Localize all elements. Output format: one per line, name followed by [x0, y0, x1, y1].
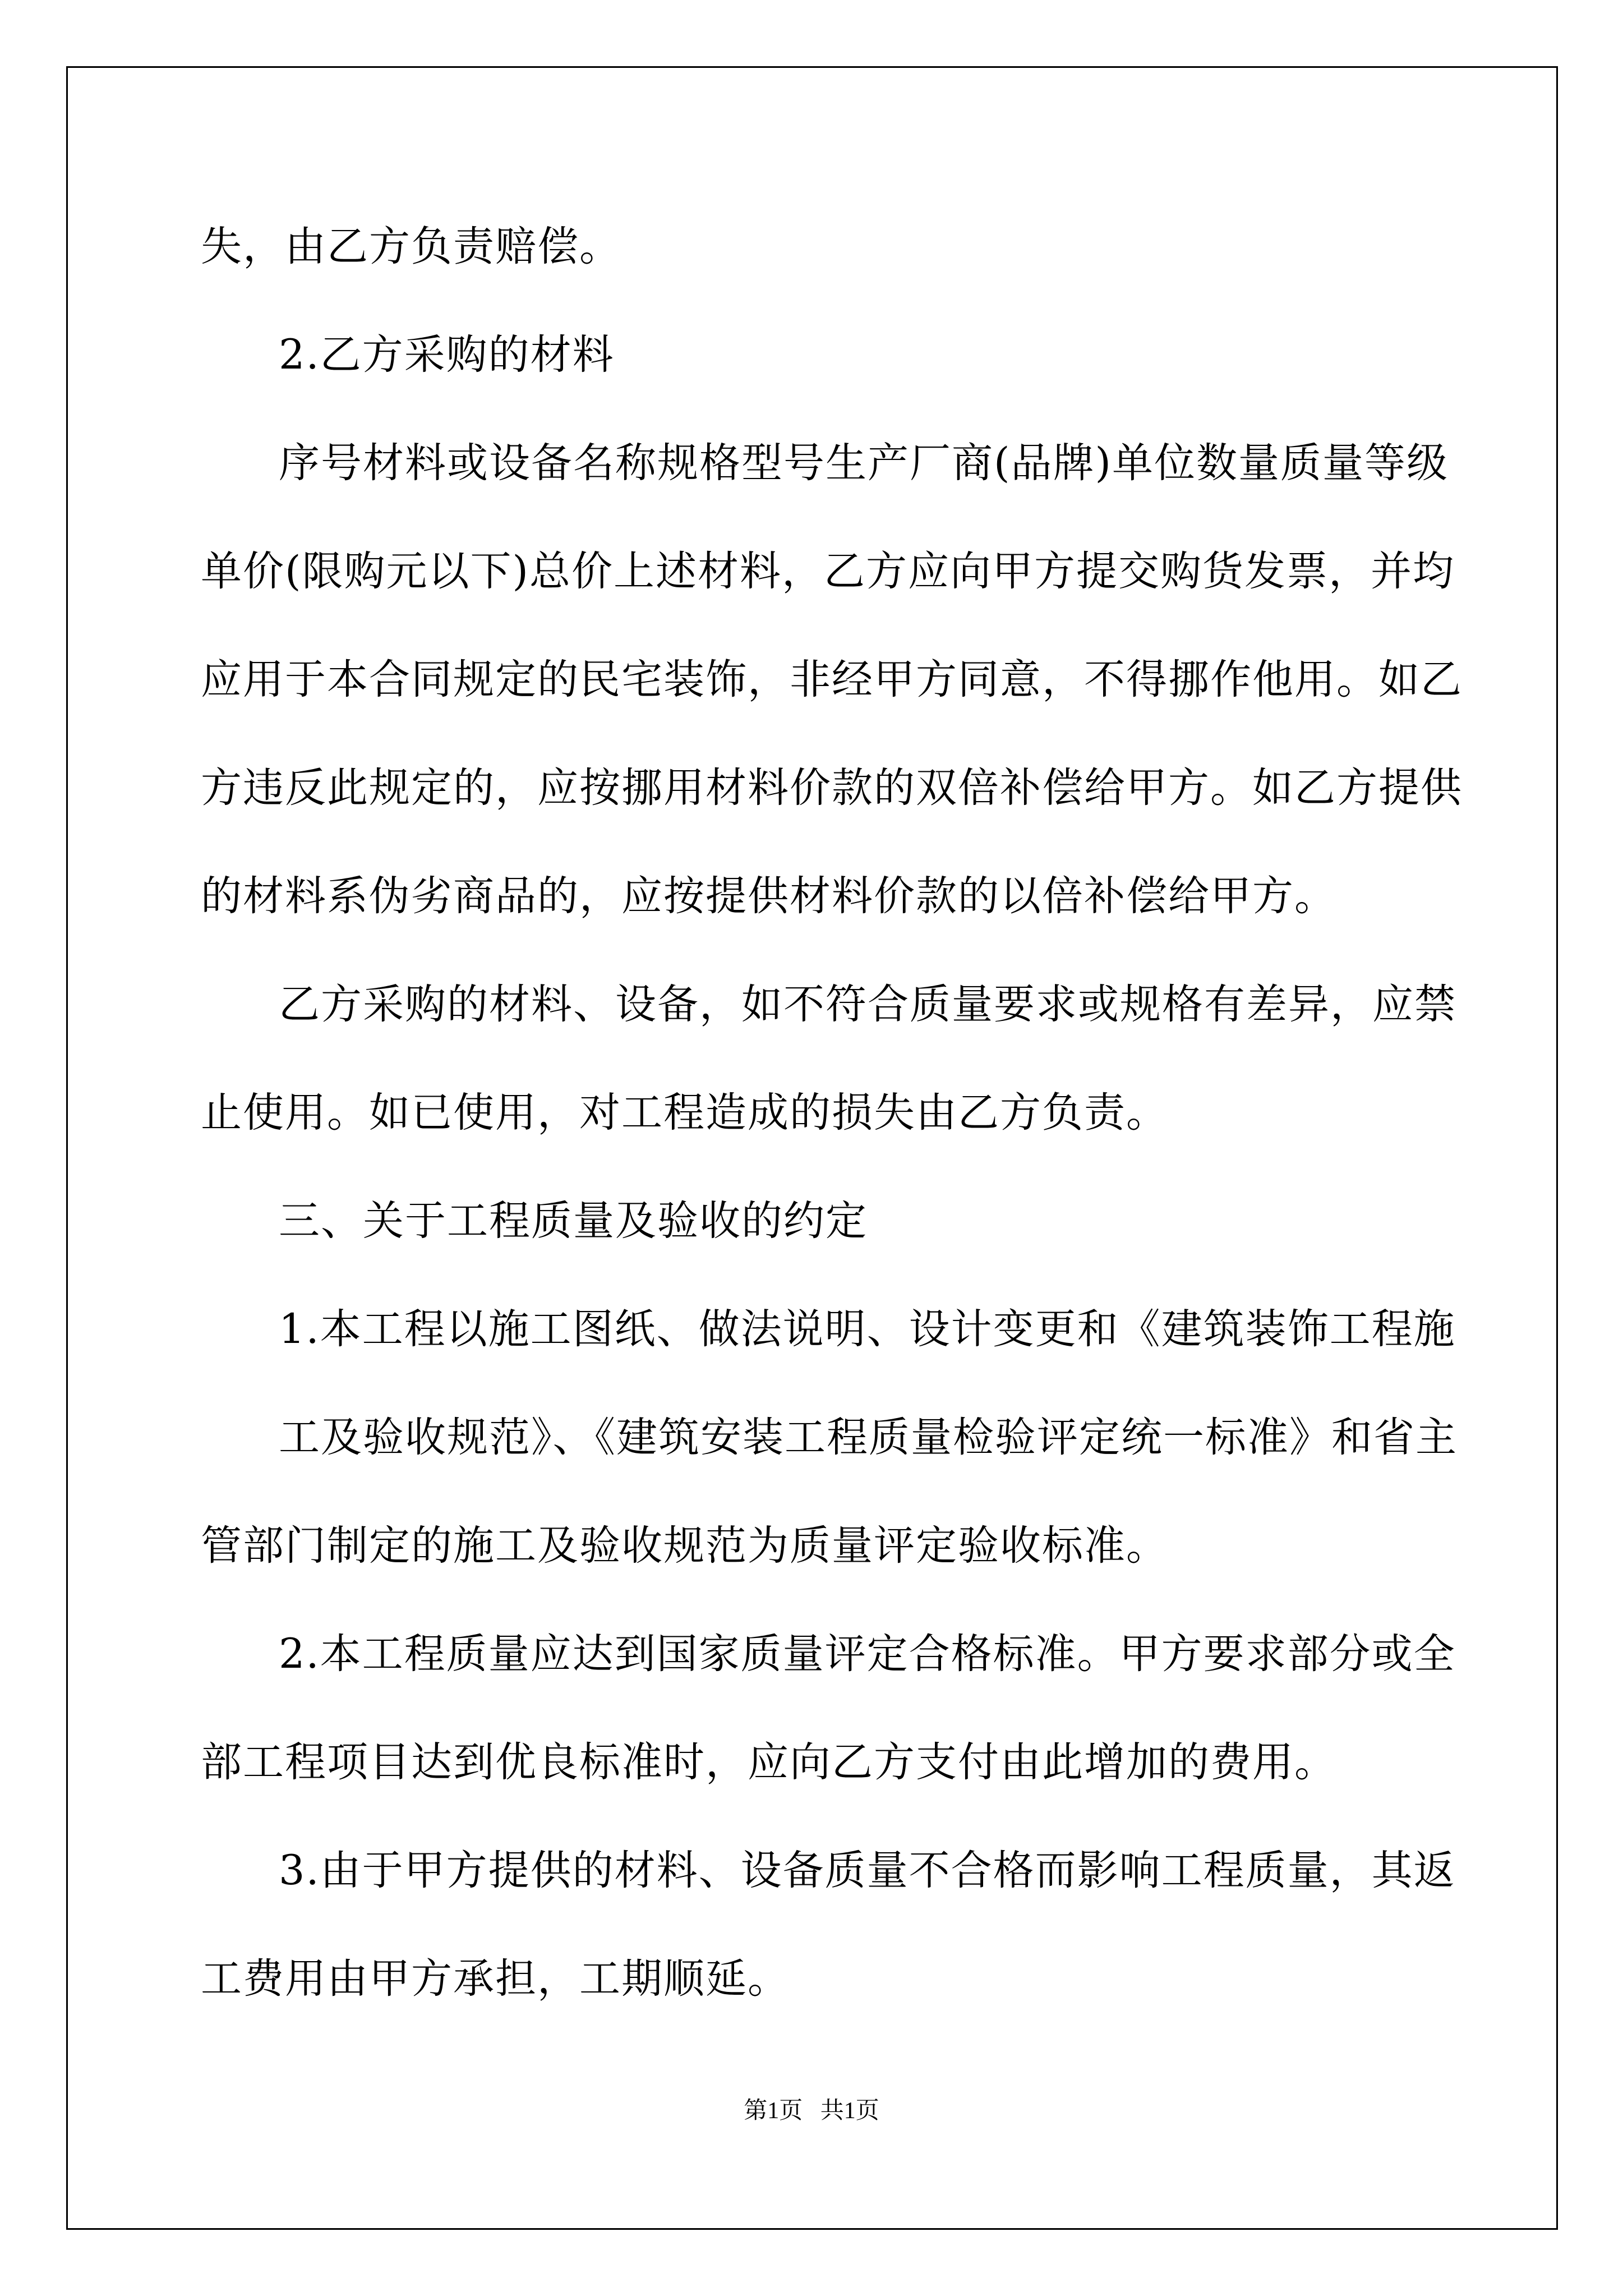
- section-heading: 三、关于工程质量及验收的约定: [279, 1197, 868, 1245]
- text-line: 止使用。如已使用，对工程造成的损失由乙方负责。: [201, 1089, 1168, 1137]
- page-border: [66, 66, 1558, 2230]
- text-line: 2.本工程质量应达到国家质量评定合格标准。甲方要求部分或全: [279, 1630, 1456, 1678]
- text-line: 序号材料或设备名称规格型号生产厂商(品牌)单位数量质量等级: [279, 439, 1449, 487]
- text-line: 工费用由甲方承担，工期顺延。: [201, 1955, 790, 2003]
- text-line: 工及验收规范》、《建筑安装工程质量检验评定统一标准》和省主: [279, 1414, 1458, 1461]
- text-line: 应用于本合同规定的民宅装饰，非经甲方同意，不得挪作他用。如乙: [201, 656, 1463, 703]
- text-line: 乙方采购的材料、设备，如不符合质量要求或规格有差异，应禁: [279, 981, 1456, 1028]
- text-line: 单价(限购元以下)总价上述材料，乙方应向甲方提交购货发票，并均: [201, 547, 1455, 595]
- page-footer: 第1页 共1页: [744, 2098, 879, 2124]
- text-line: 方违反此规定的，应按挪用材料价款的双倍补偿给甲方。如乙方提供: [201, 764, 1463, 812]
- text-line: 部工程项目达到优良标准时，应向乙方支付由此增加的费用。: [201, 1738, 1336, 1786]
- text-line: 1.本工程以施工图纸、做法说明、设计变更和《建筑装饰工程施: [279, 1305, 1456, 1353]
- text-line: 管部门制定的施工及验收规范为质量评定验收标准。: [201, 1522, 1168, 1570]
- text-line: 的材料系伪劣商品的，应按提供材料价款的以倍补偿给甲方。: [201, 872, 1336, 920]
- text-line: 失，由乙方负责赔偿。: [201, 223, 621, 270]
- section-heading: 2.乙方采购的材料: [279, 331, 615, 379]
- text-line: 3.由于甲方提供的材料、设备质量不合格而影响工程质量，其返: [279, 1847, 1456, 1894]
